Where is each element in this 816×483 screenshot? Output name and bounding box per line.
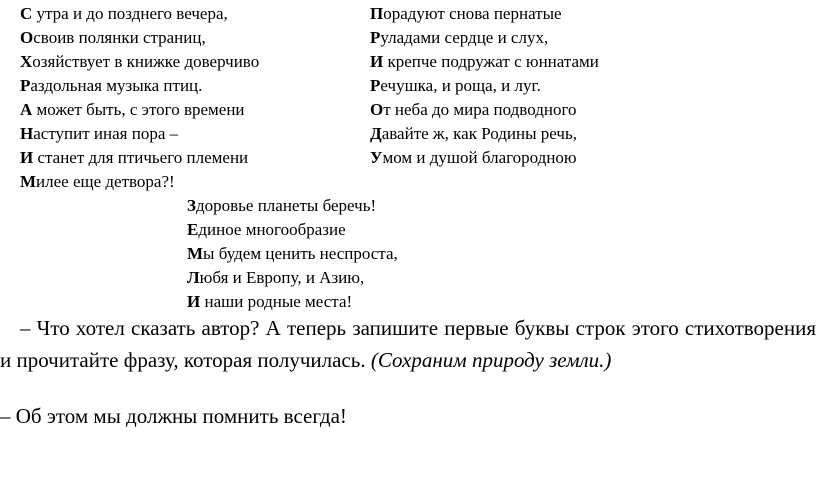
poem-line-initial: И: [187, 292, 201, 311]
poem-line-text: аздольная музыка птиц.: [30, 76, 203, 95]
poem-line-text: илее еще детвора?!: [36, 172, 175, 191]
poem-line-initial: Е: [187, 220, 199, 239]
poem-line: [370, 2, 690, 26]
poem-line: [187, 290, 398, 314]
poem-line: [187, 266, 398, 290]
poem-line-text: аступит иная пора –: [33, 124, 179, 143]
poem-line-initial: Р: [20, 76, 31, 95]
poem-line-text: своив полянки страниц,: [33, 28, 206, 47]
poem-line-initial: С: [20, 4, 33, 23]
poem-line-initial: Л: [187, 268, 200, 287]
poem-line-initial: П: [370, 4, 384, 23]
poem-line: [370, 74, 690, 98]
poem-left-column: [20, 2, 350, 194]
poem-line-text: утра и до позднего вечера,: [32, 4, 228, 23]
answer-text: (Сохраним природу земли.): [370, 348, 612, 372]
closing-paragraph: [0, 400, 816, 432]
poem-line-text: наши родные места!: [200, 292, 353, 311]
poem-line: [20, 50, 350, 74]
poem-line-text: ы будем ценить неспроста,: [203, 244, 398, 263]
poem-line-text: доровье планеты беречь!: [195, 196, 377, 215]
poem-line: [20, 170, 350, 194]
poem-line: [20, 146, 350, 170]
closing-text: – Об этом мы должны помнить всегда!: [0, 404, 347, 428]
poem-line-initial: Х: [20, 52, 33, 71]
poem-line-initial: Р: [370, 28, 381, 47]
poem-line: [20, 26, 350, 50]
poem-line-text: орадуют снова пернатые: [383, 4, 562, 23]
poem-line: [187, 218, 398, 242]
poem-line-text: т неба до мира подводного: [383, 100, 577, 119]
poem-line-text: авайте ж, как Родины речь,: [381, 124, 577, 143]
poem-line-text: озяйствует в книжке доверчиво: [32, 52, 260, 71]
poem-line-initial: И: [370, 52, 384, 71]
poem-line-initial: А: [20, 100, 33, 119]
poem-center-column: [187, 194, 398, 314]
poem-line: [20, 2, 350, 26]
poem-line: [370, 98, 690, 122]
poem-right-column: [370, 2, 690, 170]
poem-line-initial: Р: [370, 76, 381, 95]
poem-line-initial: М: [187, 244, 204, 263]
poem-line-text: юбя и Европу, и Азию,: [199, 268, 365, 287]
question-text: – Что хотел сказать автор? А теперь запишите первые буквы строк этого стихотворения и прочитайте фразу, которая получилась.: [0, 316, 816, 372]
poem-line-initial: О: [370, 100, 384, 119]
poem-line: [370, 122, 690, 146]
poem-line: [20, 122, 350, 146]
poem-line-text: диное многообразие: [198, 220, 346, 239]
poem-line-initial: М: [20, 172, 37, 191]
poem-line: [187, 242, 398, 266]
poem-line: [20, 74, 350, 98]
poem-line: [187, 194, 398, 218]
poem-line-initial: О: [20, 28, 34, 47]
poem-line-initial: И: [20, 148, 34, 167]
poem-line-text: станет для птичьего племени: [33, 148, 249, 167]
poem-line-text: уладами сердце и слух,: [380, 28, 549, 47]
poem-line-initial: З: [187, 196, 196, 215]
poem-line-text: мом и душой благородною: [382, 148, 577, 167]
poem-line: [20, 98, 350, 122]
poem-line: [370, 26, 690, 50]
poem-line-text: ечушка, и роща, и луг.: [380, 76, 541, 95]
poem-line-initial: Н: [20, 124, 34, 143]
poem-line: [370, 146, 690, 170]
poem-line-text: может быть, с этого времени: [32, 100, 245, 119]
poem-line-initial: Д: [370, 124, 382, 143]
poem-line: [370, 50, 690, 74]
question-paragraph: [0, 312, 816, 376]
poem-line-text: крепче подружат с юннатами: [383, 52, 599, 71]
poem-line-initial: У: [370, 148, 383, 167]
